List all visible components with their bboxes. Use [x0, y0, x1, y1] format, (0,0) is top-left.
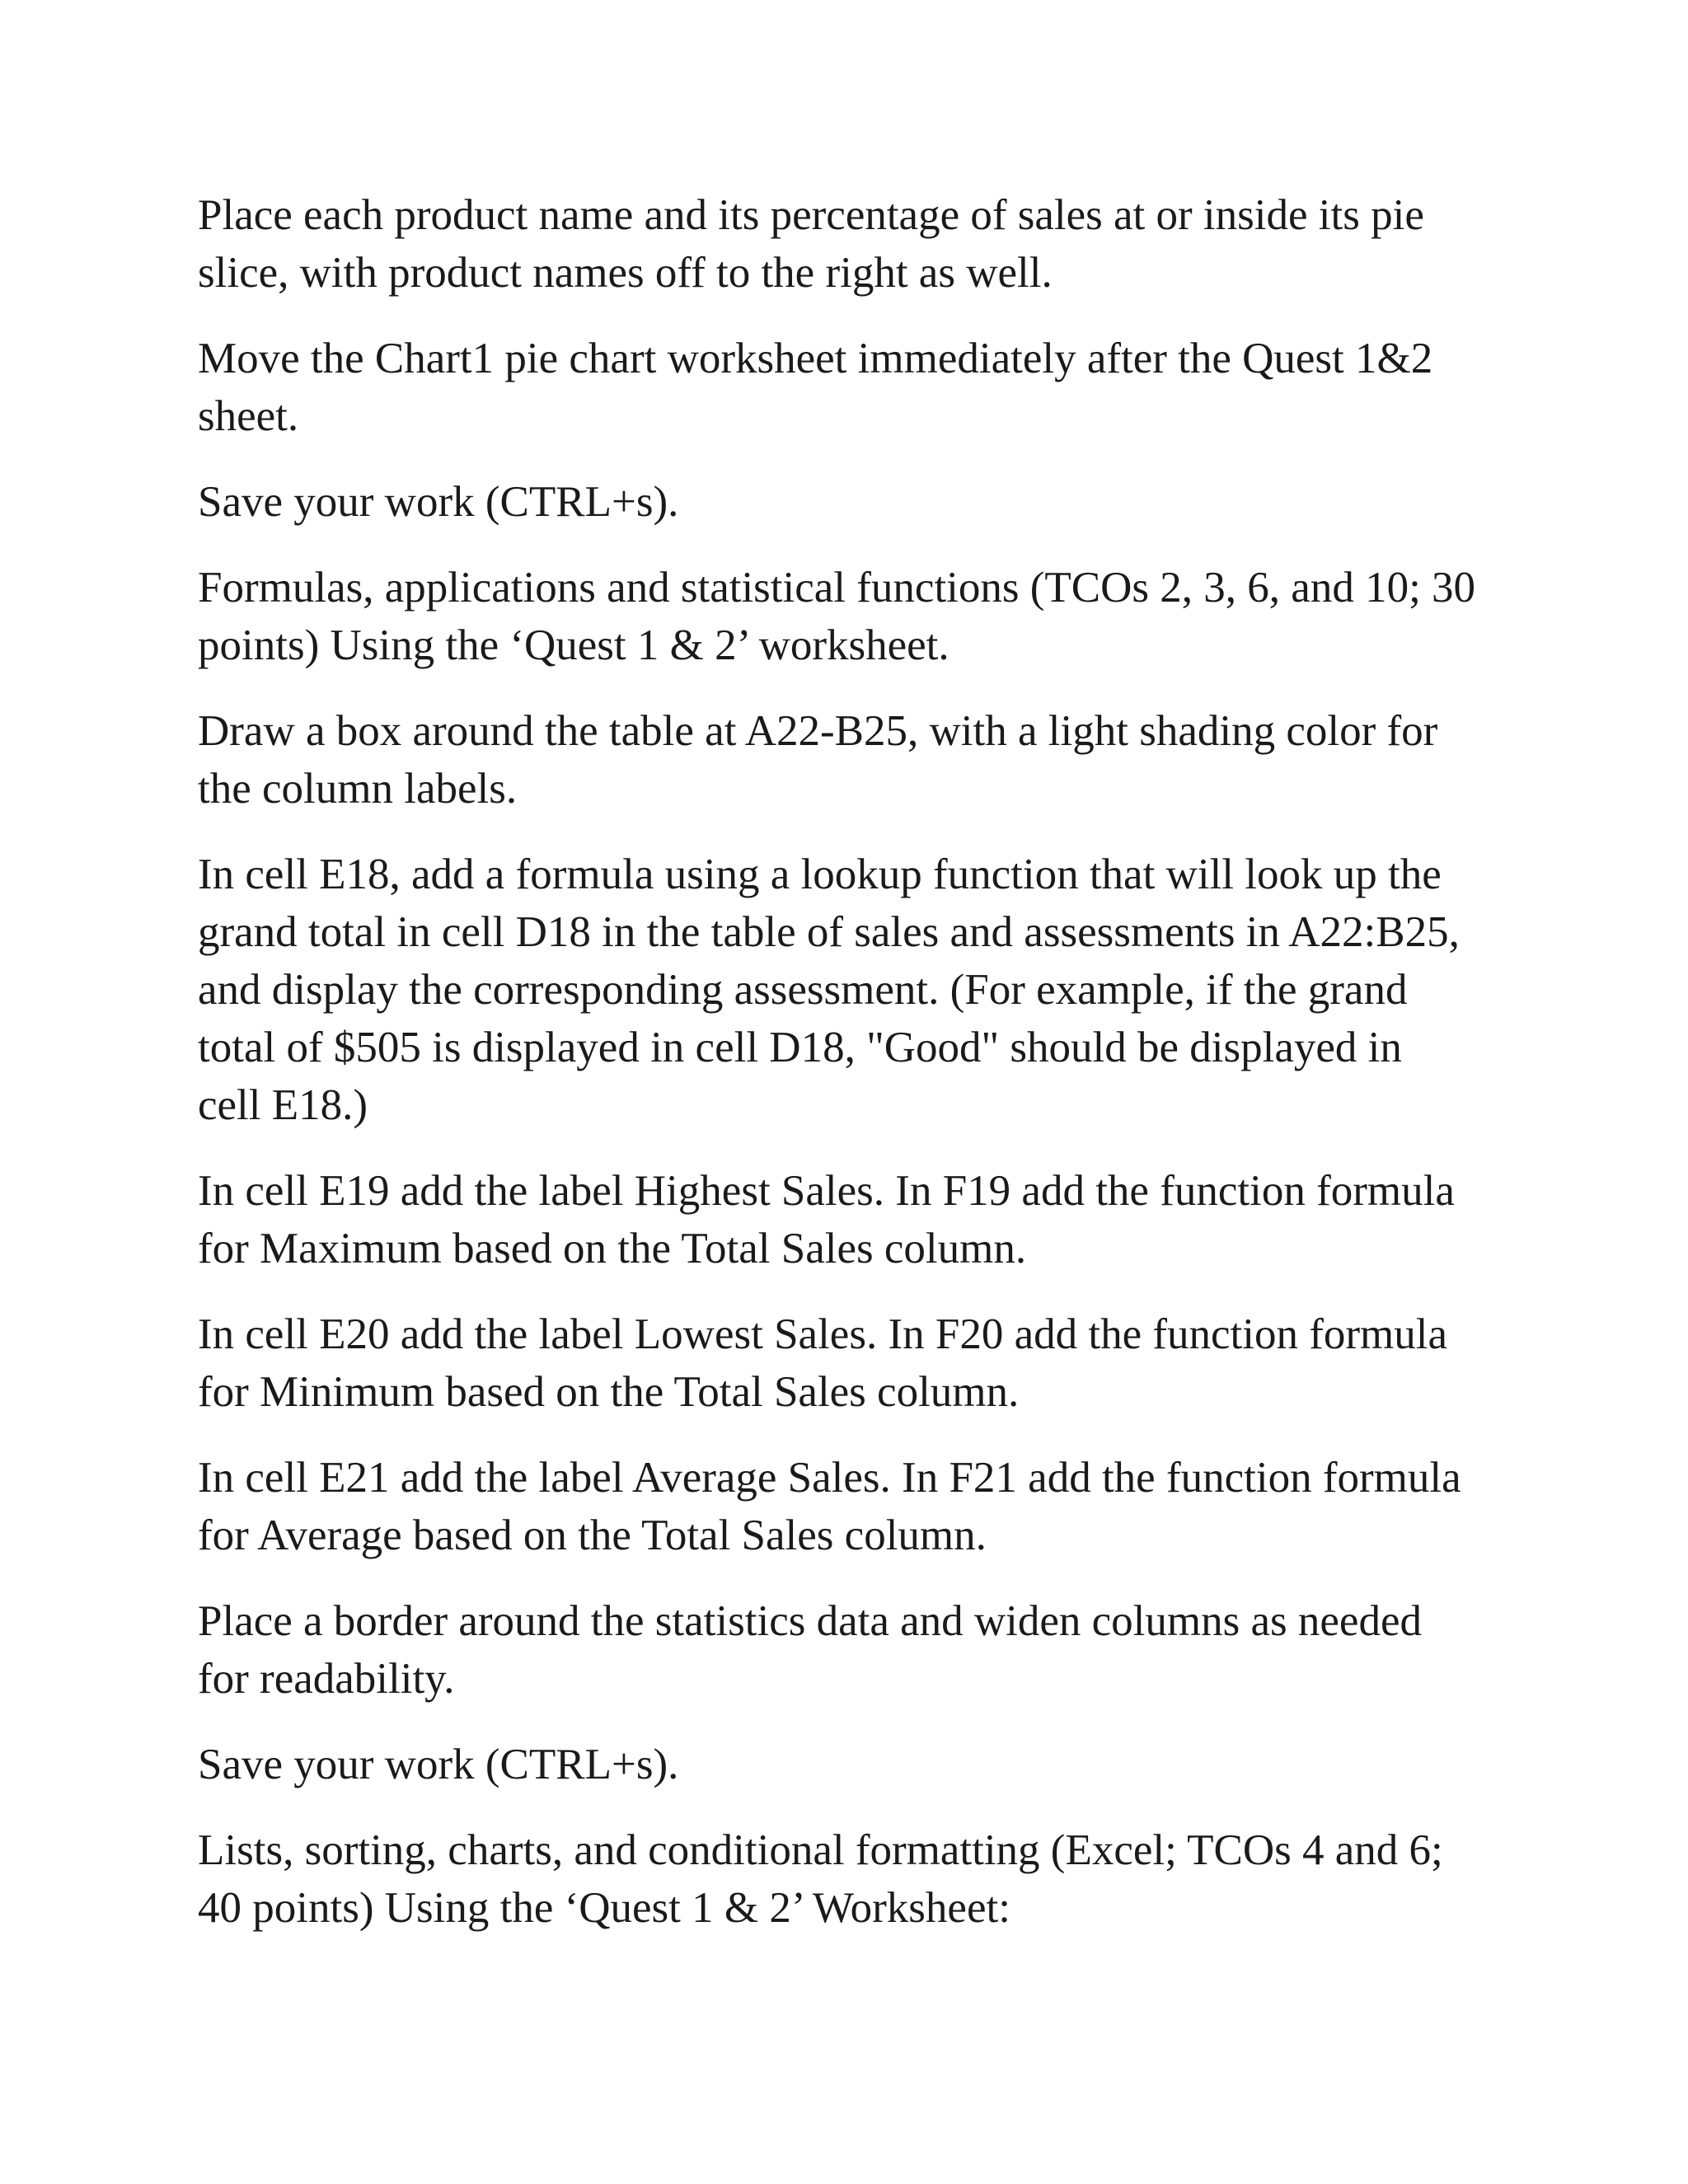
paragraph-lowest-sales: In cell E20 add the label Lowest Sales. In F20 add the function formula for Minimum based on the Total Sales column. — [198, 1310, 1447, 1416]
paragraph-average-sales: In cell E21 add the label Average Sales. In F21 add the function formula for Average based on the Total Sales column. — [198, 1454, 1461, 1559]
paragraph-lists-heading: Lists, sorting, charts, and conditional formatting (Excel; TCOs 4 and 6; 40 points) Using the ‘Quest 1 & 2’ Worksheet: — [198, 1826, 1443, 1932]
paragraph-highest-sales: In cell E19 add the label Highest Sales. In F19 add the function formula for Maximum based on the Total Sales column. — [198, 1167, 1455, 1272]
paragraph-lookup-formula: In cell E18, add a formula using a lookup function that will look up the grand total in cell D18 in the table of sales and assessments in A22:B25, and display the corresponding assessment. (For example, if the grand total of $505 is displayed in cell D18, "Good" should be displayed in cell E18.) — [198, 851, 1460, 1129]
paragraph-save-2: Save your work (CTRL+s). — [198, 1741, 679, 1788]
paragraph-border-stats: Place a border around the statistics data and widen columns as needed for readability. — [198, 1597, 1422, 1703]
paragraph-draw-box: Draw a box around the table at A22-B25, with a light shading color for the column labels. — [198, 707, 1438, 813]
document-body — [198, 186, 1500, 1965]
paragraph-save-1: Save your work (CTRL+s). — [198, 478, 679, 526]
paragraph-pie-labels: Place each product name and its percentage of sales at or inside its pie slice, with product names off to the right as well. — [198, 191, 1424, 297]
paragraph-formulas-heading: Formulas, applications and statistical functions (TCOs 2, 3, 6, and 10; 30 points) Using the ‘Quest 1 & 2’ worksheet. — [198, 564, 1476, 669]
paragraph-move-chart: Move the Chart1 pie chart worksheet immediately after the Quest 1&2 sheet. — [198, 335, 1433, 440]
